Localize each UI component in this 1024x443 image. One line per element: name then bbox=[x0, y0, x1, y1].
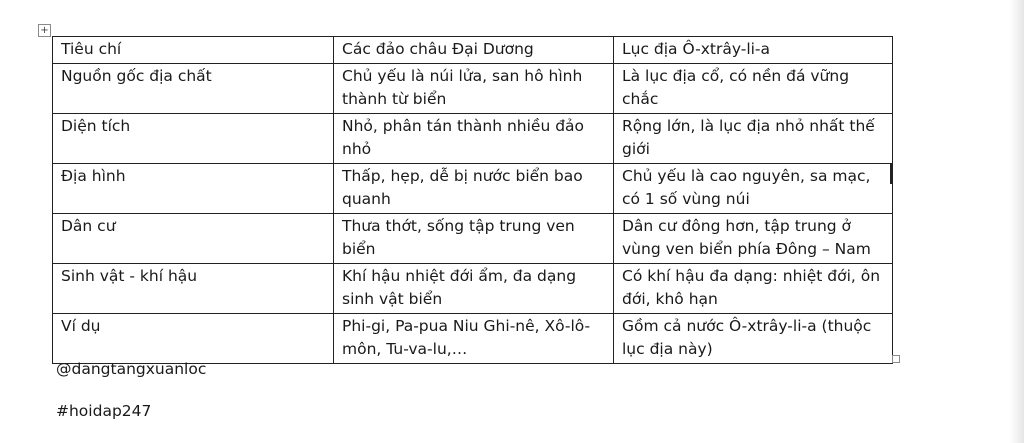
table-move-handle-icon[interactable]: + bbox=[38, 24, 51, 37]
row-label-cell[interactable]: Ví dụ bbox=[53, 314, 334, 364]
window-edge-shadow bbox=[1010, 0, 1024, 443]
australia-cell[interactable]: Dân cư đông hơn, tập trung ở vùng ven biển phía Đông – Nam bbox=[614, 214, 893, 264]
oceania-cell[interactable]: Chủ yếu là núi lửa, san hô hình thành từ biển bbox=[334, 64, 614, 114]
header-cell-australia[interactable]: Lục địa Ô-xtrây-li-a bbox=[614, 37, 893, 64]
row-label-cell[interactable]: Địa hình bbox=[53, 164, 334, 214]
oceania-cell[interactable]: Thấp, hẹp, dễ bị nước biển bao quanh bbox=[334, 164, 614, 214]
table-header-row bbox=[53, 37, 893, 64]
table-row bbox=[53, 314, 893, 364]
oceania-cell[interactable]: Khí hậu nhiệt đới ẩm, đa dạng sinh vật biển bbox=[334, 264, 614, 314]
header-cell-oceania-islands[interactable]: Các đảo châu Đại Dương bbox=[334, 37, 614, 64]
australia-cell[interactable]: Là lục địa cổ, có nền đá vững chắc bbox=[614, 64, 893, 114]
hashtag-text: #hoidap247 bbox=[56, 402, 152, 420]
oceania-cell[interactable]: Phi-gi, Pa-pua Niu Ghi-nê, Xô-lô-môn, Tu-va-lu,… bbox=[334, 314, 614, 364]
table-row bbox=[53, 64, 893, 114]
table-resize-handle-icon[interactable] bbox=[892, 355, 900, 363]
australia-cell[interactable]: Chủ yếu là cao nguyên, sa mạc, có 1 số vùng núi bbox=[614, 164, 893, 214]
table-row bbox=[53, 164, 893, 214]
row-label-cell[interactable]: Nguồn gốc địa chất bbox=[53, 64, 334, 114]
row-label-cell[interactable]: Sinh vật - khí hậu bbox=[53, 264, 334, 314]
australia-cell[interactable]: Gồm cả nước Ô-xtrây-li-a (thuộc lục địa này) bbox=[614, 314, 893, 364]
header-cell-criteria[interactable]: Tiêu chí bbox=[53, 37, 334, 64]
table-row bbox=[53, 214, 893, 264]
table-row bbox=[53, 264, 893, 314]
comparison-table bbox=[52, 36, 893, 364]
row-label-cell[interactable]: Dân cư bbox=[53, 214, 334, 264]
oceania-cell[interactable]: Nhỏ, phân tán thành nhiều đảo nhỏ bbox=[334, 114, 614, 164]
row-label-cell[interactable]: Diện tích bbox=[53, 114, 334, 164]
text-cursor bbox=[890, 163, 892, 184]
australia-cell[interactable]: Rộng lớn, là lục địa nhỏ nhất thế giới bbox=[614, 114, 893, 164]
australia-cell[interactable]: Có khí hậu đa dạng: nhiệt đới, ôn đới, khô hạn bbox=[614, 264, 893, 314]
author-handle: @dangtangxuanloc bbox=[56, 360, 207, 378]
oceania-cell[interactable]: Thưa thớt, sống tập trung ven biển bbox=[334, 214, 614, 264]
table-row bbox=[53, 114, 893, 164]
